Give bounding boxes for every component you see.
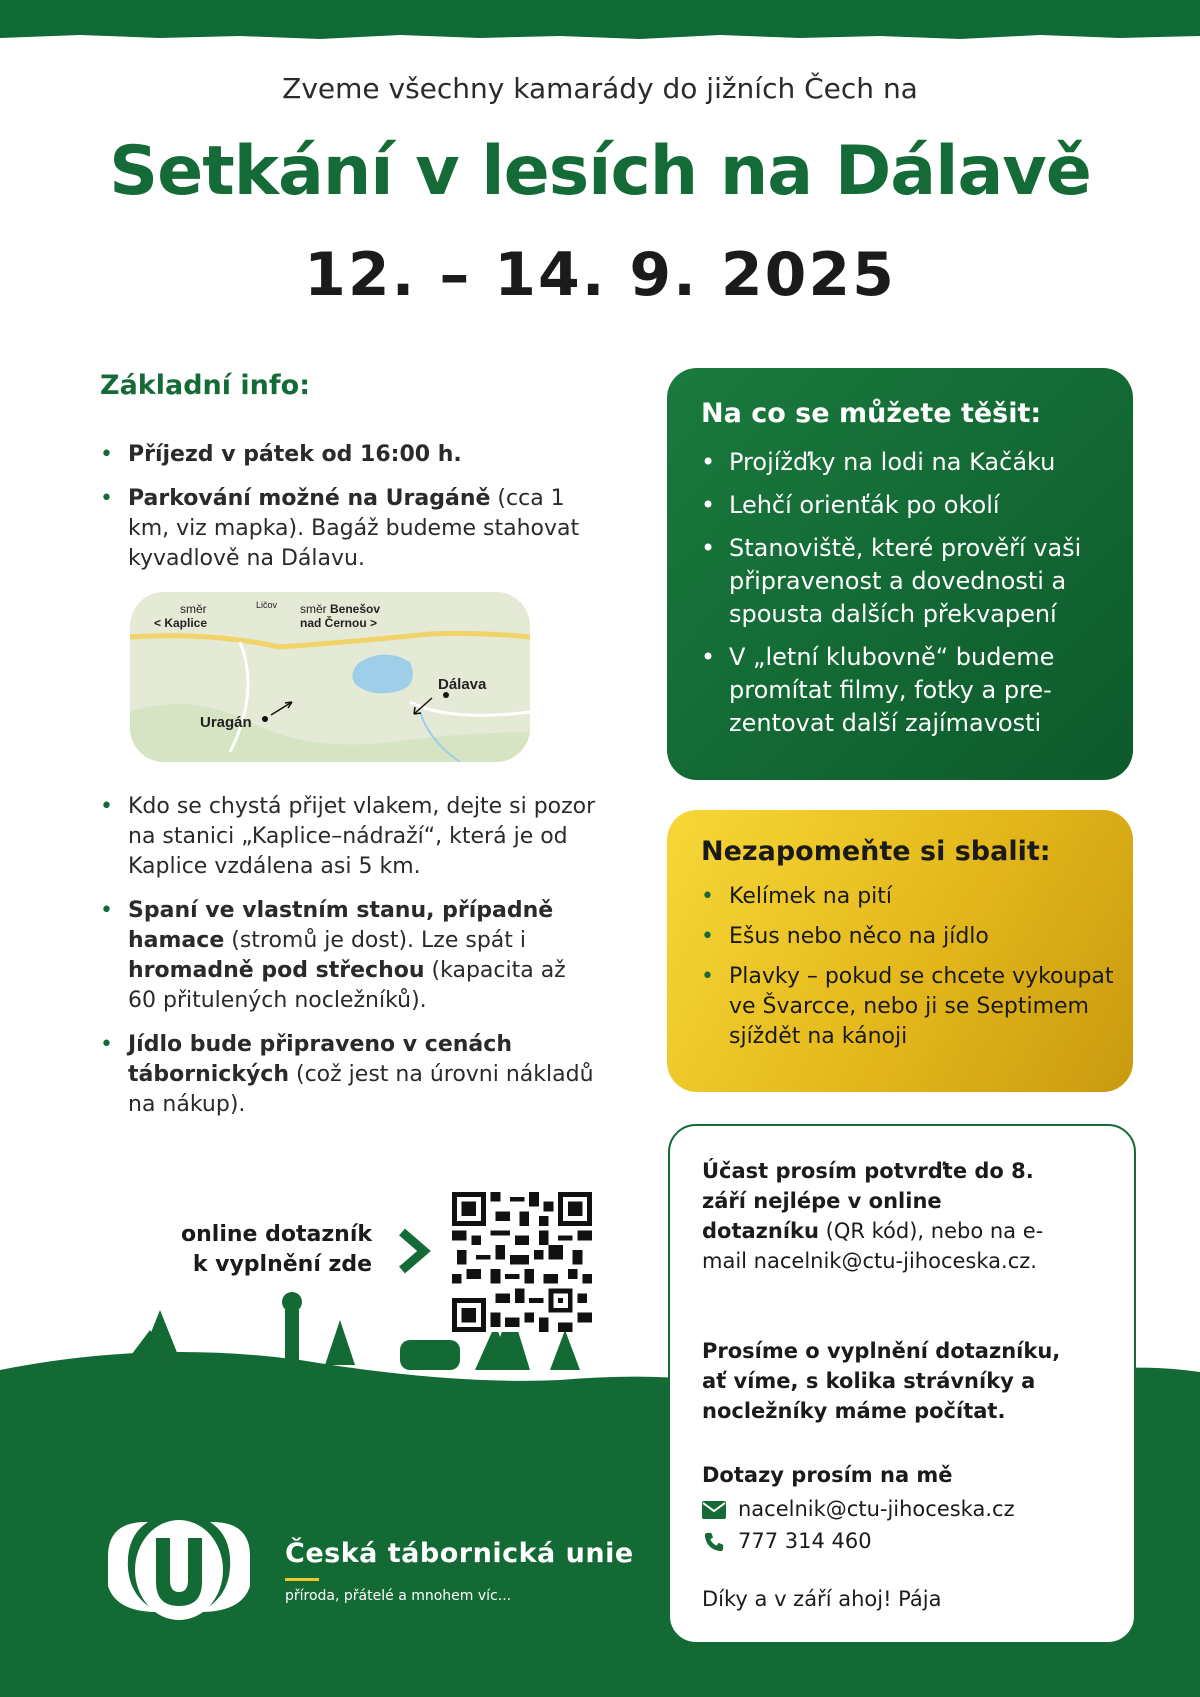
questions-heading: Dotazy prosím na mě [702, 1463, 953, 1487]
looking-forward-list [701, 446, 1111, 750]
packing-card [667, 810, 1133, 1092]
list-item: • Stanoviště, které prověří vaši připravenost a dovednosti a spousta dalších překvapení [701, 532, 1111, 631]
phone-number[interactable]: 777 314 460 [738, 1529, 872, 1553]
location-map [130, 592, 530, 762]
list-item: • Ešus nebo něco na jídlo [701, 922, 1121, 952]
basic-info-list [100, 440, 600, 588]
map-place-uragan: Uragán [200, 714, 252, 731]
org-name: Česká tábornická unie [285, 1538, 634, 1569]
map-label: Ličov [256, 600, 278, 610]
signoff: Díky a v září ahoj! Pája [702, 1587, 942, 1611]
map-label: < Kaplice [154, 616, 208, 630]
map-label: směr Benešov [300, 602, 381, 616]
event-date: 12. – 14. 9. 2025 [304, 240, 896, 310]
packing-list [701, 882, 1121, 1062]
confirm-text: Účast prosím potvrďte do 8. září nejlépe v online dotazníku (QR kód), nebo na e-mail nacelnik@ctu-jihoceska.cz. [702, 1159, 1044, 1273]
list-item: • Jídlo bude připraveno v cenách tábornických (což jest na úrovni nákladů na nákup). [100, 1030, 600, 1120]
list-item: • Parkování možné na Uragáně (cca 1 km, viz mapka). Bagáž budeme stahovat kyvadlově na Dálavu. [100, 484, 600, 574]
email-row[interactable] [702, 1494, 1015, 1524]
map-label: nad Černou > [300, 616, 378, 630]
list-item: • Projížďky na lodi na Kačáku [701, 446, 1111, 479]
map-label: směr [180, 602, 207, 616]
list-item: • Plavky – pokud se chcete vykoupat ve Švarcce, nebo ji se Septimem sjíždět na kánoji [701, 962, 1121, 1052]
basic-info-heading: Základní info: [100, 370, 311, 401]
map-place-dalava: Dálava [438, 676, 487, 693]
confirm-card [668, 1124, 1136, 1644]
list-item: • Lehčí orienťák po okolí [701, 489, 1111, 522]
list-item: • V „letní klubovně“ budeme promítat filmy, fotky a pre-zentovat další zajímavosti [701, 641, 1111, 740]
more-info-list [100, 792, 600, 1134]
top-band [0, 0, 1200, 34]
list-item: • Kelímek na pití [701, 882, 1121, 912]
online-form-label: online dotazník k vyplnění zde [181, 1222, 372, 1277]
ctu-logo [98, 1516, 260, 1622]
packing-heading: Nezapomeňte si sbalit: [701, 836, 1051, 867]
looking-forward-card [667, 368, 1133, 780]
torn-edge [0, 32, 1200, 42]
divider [285, 1578, 319, 1581]
list-item: • Kdo se chystá přijet vlakem, dejte si pozor na stanici „Kaplice–nádraží“, která je od Kaplice vzdálena asi 5 km. [100, 792, 600, 882]
chevron-right-icon [396, 1228, 432, 1274]
looking-forward-heading: Na co se můžete těšit: [701, 398, 1042, 429]
org-tagline: příroda, přátelé a mnohem víc... [285, 1588, 512, 1604]
list-item: • Příjezd v pátek od 16:00 h. [100, 440, 600, 470]
envelope-icon [702, 1501, 726, 1519]
request-text: Prosíme o vyplnění dotazníku, ať víme, s kolika strávníky a nocležníky máme počítat. [702, 1339, 1061, 1423]
list-item: • Spaní ve vlastním stanu, případně hamace (stromů je dost). Lze spát i hromadně pod střechou (kapacita až 60 přitulených nocležníků). [100, 896, 600, 1016]
intro-text: Zveme všechny kamarády do jižních Čech na [282, 72, 918, 105]
phone-icon [702, 1531, 726, 1553]
phone-row[interactable] [702, 1526, 872, 1556]
event-title: Setkání v lesích na Dálavě [109, 132, 1091, 211]
qr-code[interactable] [452, 1192, 592, 1332]
email-link[interactable]: nacelnik@ctu-jihoceska.cz [738, 1497, 1015, 1521]
